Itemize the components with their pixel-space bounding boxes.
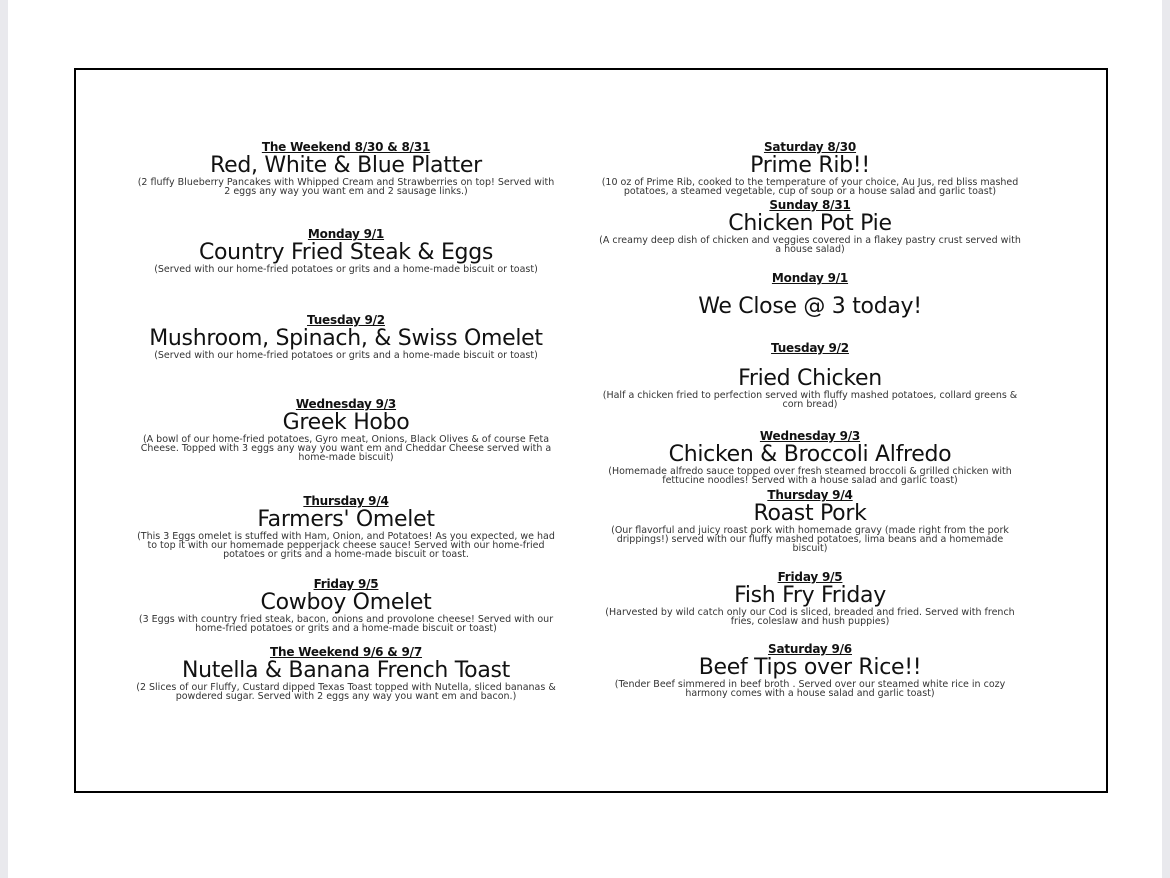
menu-item-title: Roast Pork — [753, 501, 867, 526]
menu-item — [592, 141, 1028, 196]
menu-item-title: Chicken Pot Pie — [728, 211, 892, 236]
menu-item-date: Wednesday 9/3 — [759, 429, 861, 443]
menu-item-description: (Tender Beef simmered in beef broth . Served over our steamed white rice in cozy harmony comes with a house salad and garlic toast) — [614, 679, 1006, 699]
menu-item-date: The Weekend 9/6 & 9/7 — [269, 645, 423, 659]
menu-item-title: Fish Fry Friday — [734, 583, 886, 608]
menu-item-date: Friday 9/5 — [313, 577, 379, 591]
menu-item-description: (A bowl of our home-fried potatoes, Gyro meat, Onions, Black Olives & of course Feta Cheese. Topped with 3 eggs any way you want em and Cheddar Cheese served with a home-made biscuit) — [140, 434, 552, 463]
menu-item-description: (2 fluffy Blueberry Pancakes with Whipped Cream and Strawberries on top! Served with 2 eggs any way you want em and 2 sausage links.) — [137, 177, 555, 197]
menu-item-title: Prime Rib!! — [750, 153, 870, 178]
menu-item — [128, 141, 564, 196]
menu-item-description: (Harvested by wild catch only our Cod is sliced, breaded and fried. Served with french fries, coleslaw and hush puppies) — [605, 607, 1015, 627]
menu-item — [128, 495, 564, 559]
menu-item-title: Cowboy Omelet — [260, 590, 432, 615]
menu-item-date: Sunday 8/31 — [769, 198, 851, 212]
menu-item-description: (Homemade alfredo sauce topped over fresh steamed broccoli & grilled chicken with fettucine noodles! Served with a house salad and garlic toast) — [608, 466, 1012, 486]
menu-item — [592, 342, 1028, 409]
menu-item-date: Thursday 9/4 — [303, 494, 389, 508]
menu-item-description: (Half a chicken fried to perfection served with fluffy mashed potatoes, collard greens & corn bread) — [602, 390, 1018, 410]
menu-item-description: (A creamy deep dish of chicken and veggies covered in a flakey pastry crust served with a house salad) — [599, 235, 1021, 255]
menu-item-title: Nutella & Banana French Toast — [182, 658, 510, 683]
menu-item — [128, 314, 564, 360]
document-page — [8, 0, 1162, 878]
menu-item-date: Monday 9/1 — [307, 227, 385, 241]
menu-item-date: The Weekend 8/30 & 8/31 — [261, 140, 431, 154]
menu-item-date: Friday 9/5 — [777, 570, 843, 584]
menu-item — [128, 228, 564, 274]
menu-item — [592, 643, 1028, 698]
menu-item-description: (2 Slices of our Fluffy, Custard dipped Texas Toast topped with Nutella, sliced bananas & powdered sugar. Served with 2 eggs any way you want em and bacon.) — [136, 682, 556, 702]
menu-item-description: (3 Eggs with country fried steak, bacon, onions and provolone cheese! Served with our home-fried potatoes or grits and a home-made biscuit or toast) — [138, 614, 554, 634]
menu-item-date: Saturday 8/30 — [763, 140, 857, 154]
menu-item-title: Farmers' Omelet — [257, 507, 435, 532]
menu-item-title: We Close @ 3 today! — [698, 294, 922, 319]
menu-item — [592, 489, 1028, 553]
menu-item — [592, 199, 1028, 254]
menu-item-description: (Served with our home-fried potatoes or grits and a home-made biscuit or toast) — [154, 264, 538, 275]
menu-item-description: (10 oz of Prime Rib, cooked to the temperature of your choice, Au Jus, red bliss mashed potatoes, a steamed vegetable, cup of soup or a house salad and garlic toast) — [601, 177, 1019, 197]
menu-item-description: (Served with our home-fried potatoes or grits and a home-made biscuit or toast) — [154, 350, 538, 361]
menu-item-date: Thursday 9/4 — [767, 488, 853, 502]
menu-item-title: Country Fried Steak & Eggs — [198, 240, 494, 265]
menu-item — [592, 430, 1028, 485]
menu-item — [128, 578, 564, 633]
menu-item — [128, 646, 564, 701]
menu-item-date: Tuesday 9/2 — [771, 341, 849, 355]
menu-item-title: Beef Tips over Rice!! — [698, 655, 922, 680]
menu-item-title: Mushroom, Spinach, & Swiss Omelet — [149, 326, 543, 351]
menu-item — [128, 398, 564, 462]
menu-item-date: Tuesday 9/2 — [307, 313, 385, 327]
menu-item-date: Saturday 9/6 — [768, 642, 852, 656]
menu-item-date: Monday 9/1 — [771, 271, 849, 285]
menu-item — [592, 272, 1028, 319]
menu-item-title: Greek Hobo — [282, 410, 410, 435]
menu-item-title: Red, White & Blue Platter — [210, 153, 482, 178]
menu-item-title: Fried Chicken — [738, 366, 882, 391]
menu-item-title: Chicken & Broccoli Alfredo — [668, 442, 952, 467]
menu-item-description: (Our flavorful and juicy roast pork with homemade gravy (made right from the pork drippings!) served with our fluffy mashed potatoes, lima beans and a homemade biscuit) — [611, 525, 1009, 554]
menu-item — [592, 571, 1028, 626]
menu-item-description: (This 3 Eggs omelet is stuffed with Ham, Onion, and Potatoes! As you expected, we had to top it with our homemade pepperjack cheese sauce! Served with our home-fried potatoes or grits and a home-made biscuit or toast. — [137, 531, 555, 560]
menu-item-date: Wednesday 9/3 — [295, 397, 397, 411]
